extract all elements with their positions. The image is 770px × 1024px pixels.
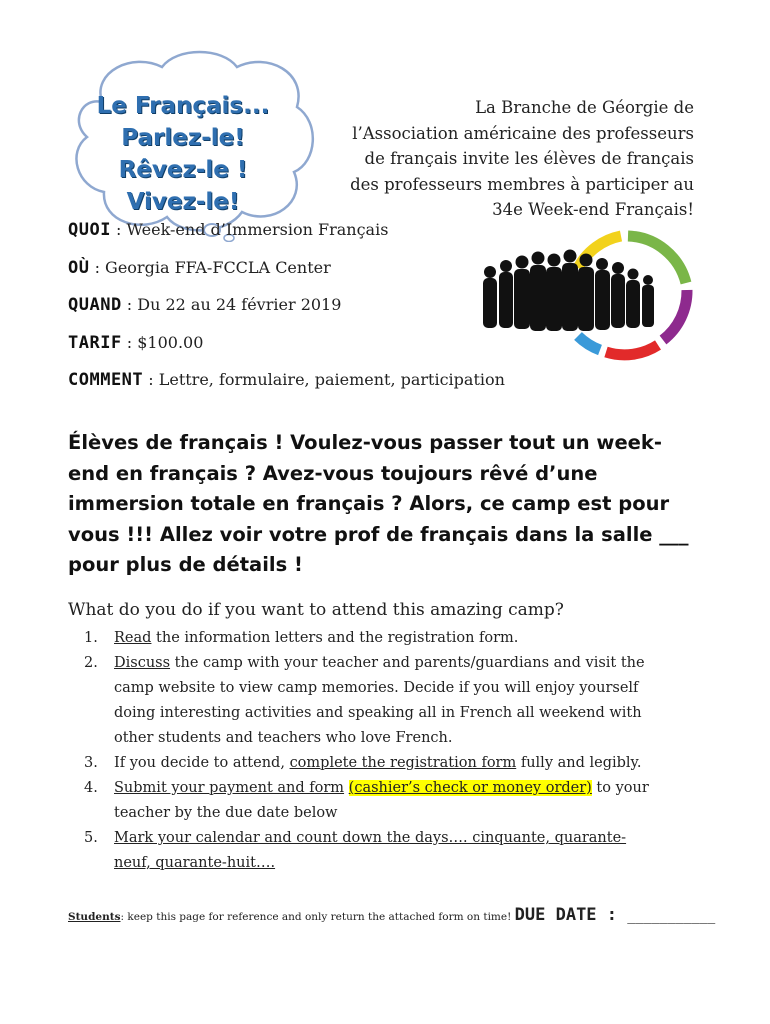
call-to-action-paragraph <box>68 428 708 581</box>
step-action: Submit your payment and form <box>114 780 345 796</box>
info-label: OÙ <box>68 258 90 278</box>
step-number: 2. <box>84 655 98 671</box>
cta-line: pour plus de détails ! <box>68 553 303 576</box>
step-number: 3. <box>84 755 98 771</box>
info-value: : $100.00 <box>121 333 204 352</box>
info-label: QUOI <box>68 220 111 240</box>
bubble-line: Le Français... <box>96 93 270 119</box>
step-text: the information letters and the registration form. <box>151 630 519 646</box>
step-text: If you decide to attend, <box>114 755 290 771</box>
due-date-label: DUE DATE : <box>514 905 628 925</box>
due-date-blank: ___________ <box>627 905 716 924</box>
step-action: Mark your calendar and count down the days…. cinquante, quarante- <box>114 830 627 846</box>
header-line: de français invite les élèves de français <box>364 149 694 168</box>
header-line: des professeurs membres à participer au <box>350 174 694 194</box>
step-space <box>344 780 349 796</box>
cta-line: end en français ? Avez-vous toujours rêvé d’une <box>68 461 598 485</box>
step-item <box>84 826 724 876</box>
header-line: 34e Week-end Français! <box>492 200 694 219</box>
crowd-ring-illustration <box>478 228 698 368</box>
footer-text: : keep this page for reference and only return the attached form on time! <box>120 911 515 923</box>
info-where <box>68 258 331 278</box>
info-value: : Du 22 au 24 février 2019 <box>121 295 342 314</box>
step-text: teacher by the due date below <box>114 805 338 821</box>
footer-note <box>68 905 715 925</box>
info-value: : Georgia FFA-FCCLA Center <box>89 258 331 277</box>
steps-list <box>84 626 724 876</box>
step-text: the camp with your teacher and parents/guardians and visit the <box>170 655 645 671</box>
step-number: 5. <box>84 830 98 846</box>
step-item <box>84 651 724 751</box>
step-text: to your <box>591 780 649 796</box>
info-value: : Lettre, formulaire, paiement, participation <box>143 370 505 389</box>
step-item <box>84 626 724 651</box>
highlighted-payment-note: (cashier’s check or money order) <box>348 780 592 796</box>
cta-line: Élèves de français ! Voulez-vous passer tout un week- <box>68 431 662 454</box>
info-what <box>68 220 388 240</box>
info-label: TARIF <box>68 333 122 353</box>
step-number: 1. <box>84 630 98 646</box>
step-text: fully and legibly. <box>516 755 642 771</box>
cta-line: immersion totale en français ? Alors, ce camp est pour <box>68 492 670 515</box>
steps-question: What do you do if you want to attend this amazing camp? <box>68 600 564 620</box>
cta-line: vous !!! Allez voir votre prof de français dans la salle ___ <box>68 522 689 546</box>
step-text: other students and teachers who love French. <box>114 730 453 746</box>
step-item <box>84 776 724 826</box>
info-label: COMMENT <box>68 370 144 390</box>
step-action: Read <box>114 630 152 646</box>
info-when <box>68 295 341 315</box>
info-price <box>68 333 203 353</box>
info-value: : Week-end d’Immersion Français <box>110 220 389 239</box>
step-number: 4. <box>84 780 98 796</box>
step-item <box>84 751 724 776</box>
step-text: doing interesting activities and speaking all in French all weekend with <box>114 705 642 721</box>
footer-students-label: Students <box>68 911 121 923</box>
header-line: l’Association américaine des professeurs <box>352 123 694 143</box>
invitation-header <box>274 95 694 223</box>
info-label: QUAND <box>68 295 122 315</box>
step-action: neuf, quarante-huit…. <box>114 855 276 871</box>
bubble-slogan <box>76 90 290 218</box>
step-action: complete the registration form <box>289 755 517 771</box>
info-how <box>68 370 505 390</box>
bubble-line: Parlez-le! <box>121 125 245 151</box>
step-text: camp website to view camp memories. Decide if you will enjoy yourself <box>114 680 639 696</box>
bubble-line: Vivez-le! <box>126 189 240 215</box>
step-action: Discuss <box>114 655 171 671</box>
bubble-line: Rêvez-le ! <box>118 157 248 183</box>
header-line: La Branche de Géorgie de <box>475 98 694 117</box>
